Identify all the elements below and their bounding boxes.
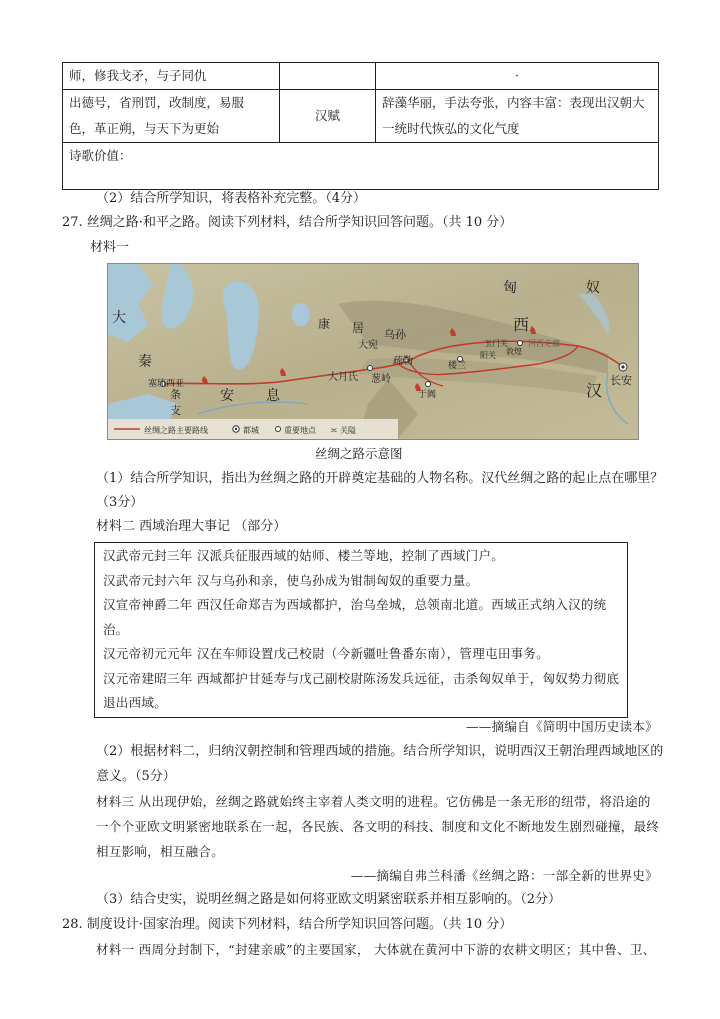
map-label-qin: 秦: [138, 354, 152, 370]
place-marker: [368, 366, 373, 371]
material-1-label: 材料一: [90, 240, 130, 255]
camel-icon: ♞: [528, 324, 538, 337]
table-cell-value: 诗歌价值：: [63, 143, 659, 190]
place-marker: [518, 341, 523, 346]
material-2-box: [94, 542, 628, 718]
material-2-line: 汉武帝元封三年 汉派兵征服西域的姑师、楼兰等地，控制了西域门户。: [103, 548, 505, 563]
map-label-da: 大: [112, 310, 126, 326]
map-label-ju: 居: [352, 321, 365, 335]
material-2-line: 汉武帝元封六年 汉与乌孙和亲，使乌孙成为钳制匈奴的重要力量。: [103, 573, 479, 588]
map-label-dayuan: 大宛: [358, 340, 378, 351]
cell-line: 一统时代恢弘的文化气度: [382, 121, 520, 136]
camel-icon: ♞: [278, 366, 288, 379]
map-label-saiqia: 塞琉西亚: [148, 379, 185, 389]
legend-pass-swatch: ≍: [330, 426, 338, 436]
cell-line: 色，革正朔，与天下为更始: [69, 121, 220, 136]
map-label-kang: 康: [318, 317, 331, 331]
map-label-yumenguan: 玉门关: [484, 339, 508, 348]
capital-marker-dot: [621, 365, 624, 368]
legend-pass-label: 关隘: [340, 426, 356, 435]
material-3-source: ——摘编自弗兰科潘《丝绸之路：一部全新的世界史》: [350, 868, 658, 883]
material-2-line: 汉元帝初元元年 汉在车师设置戊己校尉（今新疆吐鲁番东南），管理屯田事务。: [103, 646, 550, 661]
legend-place-swatch: [276, 427, 281, 432]
question-26-2: （2）结合所学知识，将表格补充完整。（4分）: [96, 191, 367, 206]
camel-icon: ♞: [448, 326, 458, 339]
map-label-yutian: 于阗: [418, 390, 437, 400]
map-label-loulan: 楼兰: [448, 361, 467, 371]
camel-icon: ♞: [200, 374, 210, 387]
table-row: [63, 90, 659, 143]
material-2-line: 退出西域。: [103, 695, 168, 710]
cell-line: 辞藻华丽，手法夸张，内容丰富：表现出汉朝大: [382, 95, 645, 110]
legend-capital-label: 都城: [243, 426, 259, 435]
material-2-line: 汉元帝建昭三年 西域都护甘延寿与戊己副校尉陈汤发兵远征，击杀匈奴单于，匈奴势力彻底: [103, 671, 620, 686]
map-label-zhi: 支: [170, 404, 181, 417]
map-label-wusun: 乌孙: [384, 328, 406, 341]
material-3-line3: 相互影响，相互融合。: [96, 844, 225, 859]
question-27-2-line1: （2）根据材料二，归纳汉朝控制和管理西域的措施。结合所学知识，说明西汉王朝治理西域地区的: [96, 744, 664, 759]
map-label-changan: 长安: [610, 374, 632, 387]
question-27-title: 27. 丝绸之路·和平之路。阅读下列材料，结合所学知识回答问题。（共 10 分）: [62, 215, 513, 230]
map-label-xihan-1: 西: [513, 315, 530, 334]
silk-road-map-svg: [108, 264, 638, 439]
map-label-shule: 疏勒: [393, 356, 413, 367]
material-2-line: 治。: [103, 622, 129, 637]
camel-icon: ♞: [413, 381, 423, 394]
map-label-an: 安: [220, 388, 234, 404]
legend-place-label: 重要地点: [284, 426, 316, 435]
map-label-xihan-2: 汉: [586, 381, 603, 400]
question-28-material-1-line1: 材料一 西周分封制下，“封建亲戚”的主要国家， 大体就在黄河中下游的农耕文明区；其中鲁、卫、: [96, 942, 656, 957]
question-28-title: 28. 制度设计·国家治理。阅读下列材料，结合所学知识回答问题。（共 10 分）: [62, 917, 513, 932]
map-label-xiongnu-1: 匈: [503, 280, 517, 296]
legend-capital-dot: [235, 428, 237, 430]
material-2-line: 汉宣帝神爵二年 西汉任命郑吉为西域都护，治乌垒城，总领南北道。西域正式纳入汉的统: [103, 597, 607, 612]
answer-table: [62, 62, 659, 190]
legend-route-label: 丝绸之路主要路线: [144, 426, 208, 435]
material-3-line2: 一个个亚欧文明紧密地联系在一起，各民族、各文明的科技、制度和文化不断地发生剧烈碰撞，最终: [96, 819, 660, 834]
cell-line: 出德号，省刑罚，改制度，易服: [69, 95, 245, 110]
table-cell-feature: [376, 90, 659, 143]
map-label-tiao: 条: [170, 388, 181, 401]
map-label-shuling: 葱岭: [371, 374, 391, 385]
table-row: [63, 143, 659, 190]
question-27-3: （3）结合史实，说明丝绸之路是如何将亚欧文明紧密联系并相互影响的。（2分）: [96, 892, 562, 907]
table-cell-feature: ·: [376, 63, 659, 90]
place-marker: [426, 382, 431, 387]
map-label-xiongnu-2: 奴: [586, 280, 600, 296]
table-row: [63, 63, 659, 90]
map-label-dayuezhi: 大月氏: [328, 372, 358, 383]
table-cell-genre: [280, 63, 376, 90]
map-label-yangguan: 阳关: [480, 351, 496, 360]
map-caption: 丝绸之路示意图: [315, 446, 403, 461]
material-2-label: 材料二 西域治理大事记 （部分）: [96, 519, 287, 534]
table-cell-genre: 汉赋: [280, 90, 376, 143]
question-27-1-line1: （1）结合所学知识，指出为丝绸之路的开辟奠定基础的人物名称。汉代丝绸之路的起止点在哪里？: [96, 471, 664, 486]
map-label-dunhuang: 敦煌: [506, 347, 522, 356]
question-27-2-line2: 意义。（5分）: [96, 769, 176, 784]
table-cell-work: 师，修我戈矛，与子同仇: [63, 63, 280, 90]
map-label-hexi: 河西走廊: [528, 339, 560, 348]
map-label-xi: 息: [266, 388, 280, 404]
question-27-1-line2: （3分）: [96, 495, 144, 510]
table-cell-work: [63, 90, 280, 143]
material-3-line1: 材料三 从出现伊始，丝绸之路就始终主宰着人类文明的进程。它仿佛是一条无形的纽带，将沿途的: [96, 794, 651, 809]
material-2-source: ——摘编自《简明中国历史读本》: [465, 719, 658, 734]
silk-road-map: [107, 263, 639, 440]
